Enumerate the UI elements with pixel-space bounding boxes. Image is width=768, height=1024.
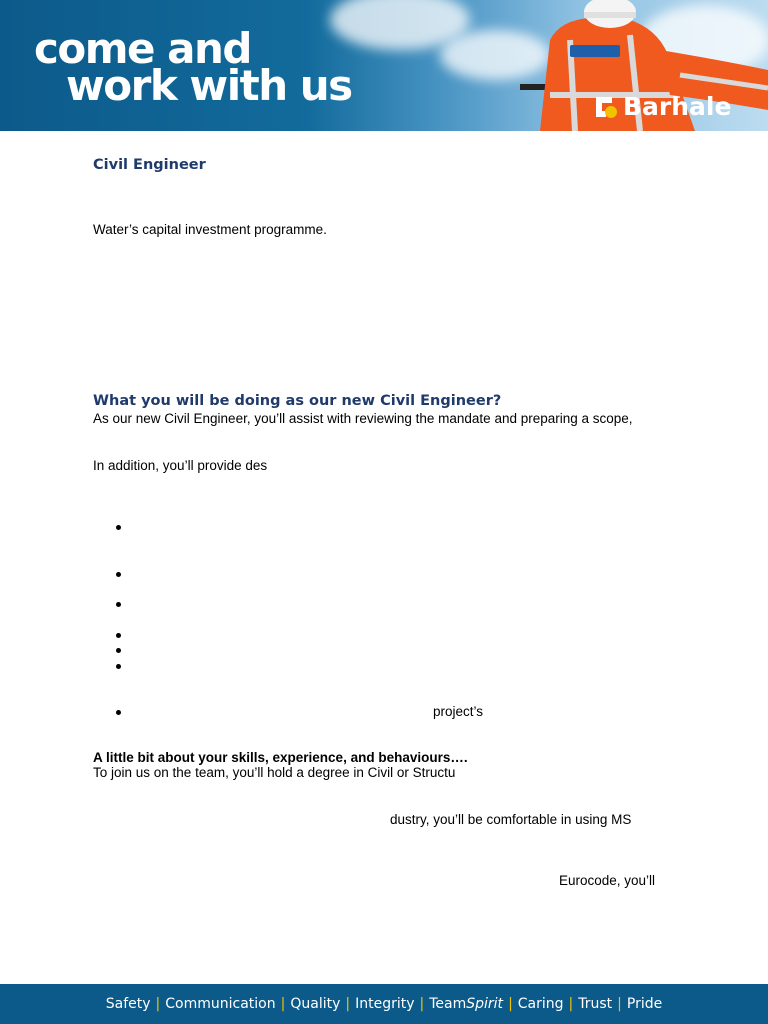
role-paragraph-2: In addition, you’ll provide des (93, 458, 268, 473)
value-communication: Communication (165, 996, 276, 1012)
barhale-logo (594, 92, 731, 121)
value-quality: Quality (290, 996, 341, 1012)
value-separator: | (617, 996, 622, 1012)
skills-paragraph-1: To join us on the team, you’ll hold a degree in Civil or Structu (93, 765, 456, 780)
value-caring: Caring (517, 996, 564, 1012)
skills-heading: A little bit about your skills, experience, and behaviours…. (93, 750, 468, 765)
bullet-point (116, 525, 124, 533)
job-title: Civil Engineer (93, 157, 206, 173)
value-separator: | (155, 996, 161, 1012)
value-safety: Safety (105, 996, 151, 1012)
value-team: Team (429, 996, 467, 1012)
headline-line-1: come and (34, 24, 251, 73)
company-values-bar (0, 984, 768, 1024)
barhale-logo-mark (594, 95, 618, 119)
bullet-point (116, 710, 124, 718)
bullet-text: project’s (433, 704, 484, 719)
bullet-point (116, 572, 124, 580)
bullet-point (116, 602, 124, 610)
value-separator: | (568, 996, 574, 1012)
headline-line-2: work with us (66, 61, 352, 110)
recruitment-headline (34, 24, 352, 110)
role-paragraph-1: As our new Civil Engineer, you’ll assist with reviewing the mandate and preparing a scope, (93, 411, 633, 426)
skills-fragment-1: dustry, you’ll be comfortable in using MS (390, 812, 632, 827)
intro-text: Water’s capital investment programme. (93, 222, 327, 237)
skills-fragment-2: Eurocode, you’ll (559, 873, 656, 888)
value-pride: Pride (626, 996, 663, 1012)
value-spirit: Spirit (466, 996, 504, 1012)
value-teamspirit (427, 996, 505, 1012)
bullet-point (116, 664, 124, 672)
value-separator: | (345, 996, 351, 1012)
value-separator: | (419, 996, 425, 1012)
role-heading: What you will be doing as our new Civil Engineer? (93, 393, 502, 409)
value-separator: | (508, 996, 513, 1012)
bullet-point (116, 633, 124, 641)
value-trust: Trust (578, 996, 613, 1012)
barhale-logo-text: Barhale (623, 92, 732, 121)
value-separator: | (280, 996, 286, 1012)
bullet-point (116, 648, 124, 656)
value-integrity: Integrity (355, 996, 415, 1012)
header-banner (0, 0, 768, 131)
